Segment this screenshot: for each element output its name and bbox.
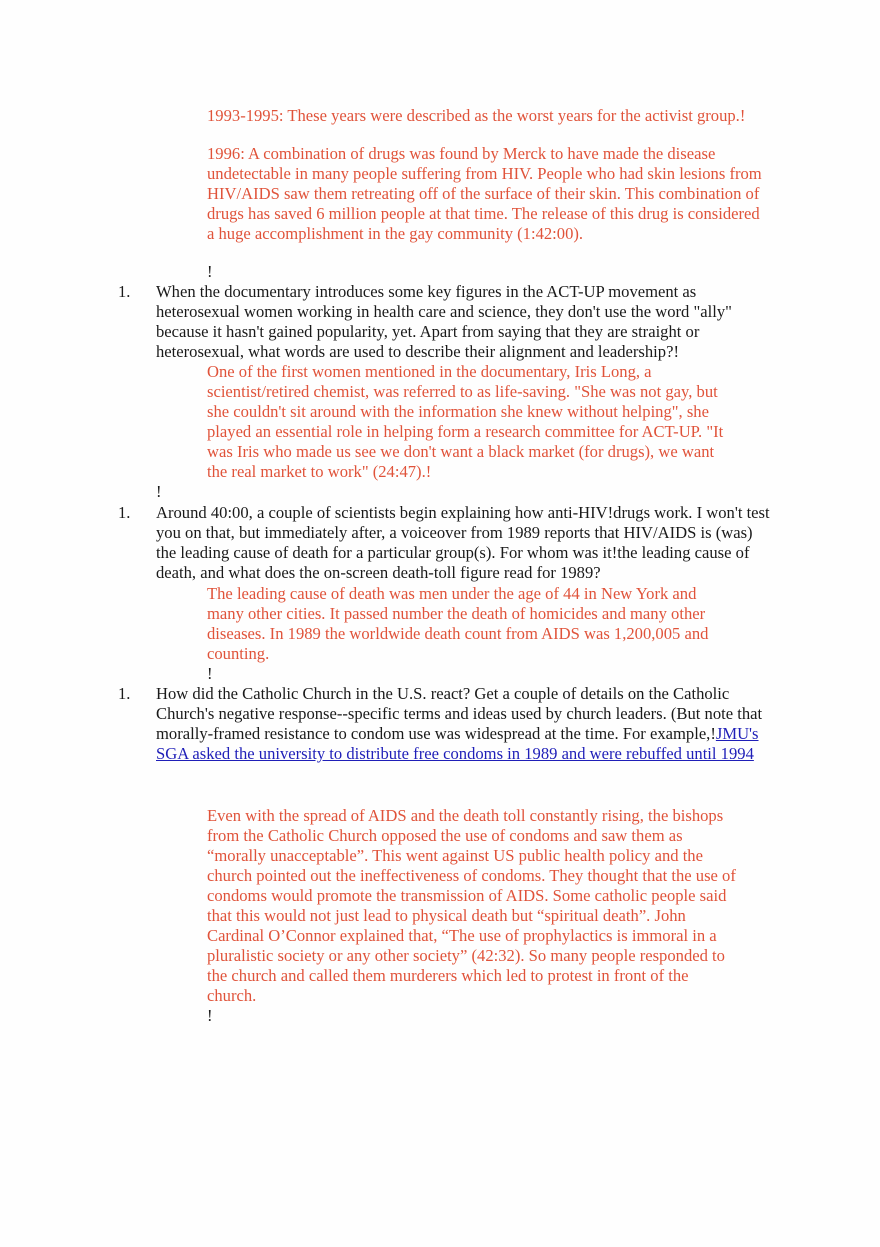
answer-text: One of the first women mentioned in the documentary, Iris Long, a scientist/retired chemist, was referred to as life-saving. "She was not gay, but she couldn't sit around with the information she knew without helping", she played an essential role in helping form a research committee for ACT-UP. "It was Iris who made us see we don't want a black market (for drugs), we want the real market to work" (24:47).! <box>207 362 724 481</box>
answer-text: Even with the spread of AIDS and the death toll constantly rising, the bishops from the Catholic Church opposed the use of condoms and saw them as “morally unacceptable”. This went against US public health policy and the church pointed out the ineffectiveness of condoms. They thought that the use of condoms would promote the transmission of AIDS. Some catholic people said that this would not just lead to physical death but “spiritual death”. John Cardinal O’Connor explained that, “The use of prophylactics is immoral in a pluralistic society or any other society” (42:32). So many people responded to the church and called them murderers which led to protest in front of the church. <box>207 806 736 1005</box>
separator-mark: ! <box>207 1006 213 1025</box>
question-number: 1. <box>118 282 131 301</box>
separator-mark: ! <box>156 482 162 501</box>
question-number: 1. <box>118 684 131 703</box>
jmu-sga-link[interactable]: JMU's SGA asked the university to distribute free condoms in 1989 and were rebuffed until 1994 <box>156 724 759 763</box>
timeline-entry-1993: 1993-1995: These years were described as the worst years for the activist group.! <box>207 106 746 125</box>
question-number: 1. <box>118 503 131 522</box>
separator-mark: ! <box>207 664 213 683</box>
question-text <box>156 684 776 764</box>
separator-mark: ! <box>207 262 213 281</box>
question-text: Around 40:00, a couple of scientists begin explaining how anti-HIV!drugs work. I won't test you on that, but immediately after, a voiceover from 1989 reports that HIV/AIDS is (was) the leading cause of death for a particular group(s). For whom was it!the leading cause of death, and what does the on-screen death-toll figure read for 1989? <box>156 503 770 582</box>
question-text-body: How did the Catholic Church in the U.S. react? Get a couple of details on the Catholic Church's negative response--specific terms and ideas used by church leaders. (But note that morally-framed resistance to condom use was widespread at the time. For example,! <box>156 684 763 743</box>
answer-text: The leading cause of death was men under the age of 44 in New York and many other cities. It passed number the death of homicides and many other diseases. In 1989 the worldwide death count from AIDS was 1,200,005 and counting. <box>207 584 709 663</box>
question-text: When the documentary introduces some key figures in the ACT-UP movement as heterosexual women working in health care and science, they don't use the word "ally" because it hasn't gained popularity, yet. Apart from saying that they are straight or heterosexual, what words are used to describe their alignment and leadership?! <box>156 282 732 361</box>
timeline-entry-1996: 1996: A combination of drugs was found by Merck to have made the disease undetectable in many people suffering from HIV. People who had skin lesions from HIV/AIDS saw them retreating off of the surface of their skin. This combination of drugs has saved 6 million people at that time. The release of this drug is considered a huge accomplishment in the gay community (1:42:00). <box>207 144 762 243</box>
